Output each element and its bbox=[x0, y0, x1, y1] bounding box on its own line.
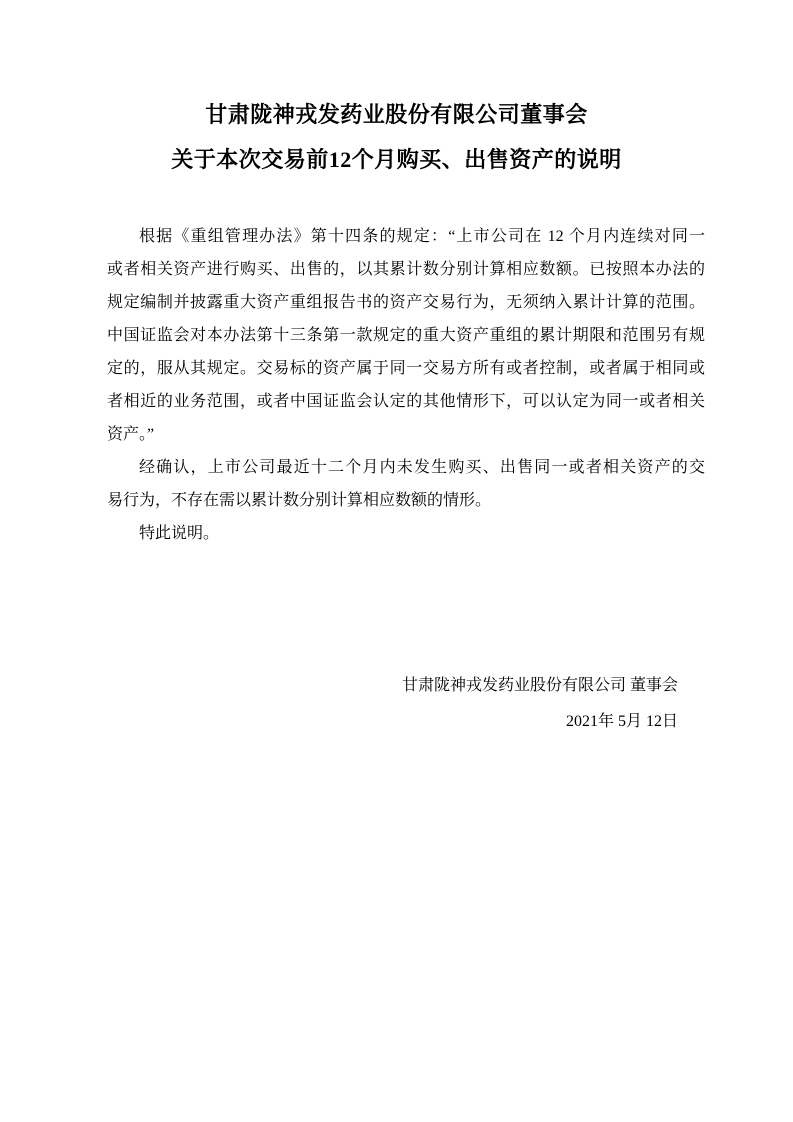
paragraph-2-line-2: 易行为，不存在需以累计数分别计算相应数额的情形。 bbox=[107, 492, 492, 509]
paragraph-3-line-1: 特此说明。 bbox=[139, 525, 220, 542]
paragraph-1-line-5: 定的，服从其规定。交易标的资产属于同一交易方所有或者控制，或者属于相同或 bbox=[107, 360, 705, 377]
doc-title: 甘肃陇神戎发药业股份有限公司董事会 bbox=[205, 102, 588, 127]
paragraph-1-line-1: 根据《重组管理办法》第十四条的规定：“上市公司在 12 个月内连续对同一 bbox=[139, 228, 705, 245]
title-block bbox=[0, 92, 793, 182]
doc-subtitle: 关于本次交易前12个月购买、出售资产的说明 bbox=[171, 147, 622, 172]
signature-block bbox=[107, 668, 705, 740]
paragraph-1-line-2: 或者相关资产进行购买、出售的，以其累计数分别计算相应数额。已按照本办法的 bbox=[107, 261, 705, 278]
paragraph-1-line-4: 中国证监会对本办法第十三条第一款规定的重大资产重组的累计期限和范围另有规 bbox=[107, 327, 705, 344]
paragraph-1-line-3: 规定编制并披露重大资产重组报告书的资产交易行为，无须纳入累计计算的范围。 bbox=[107, 294, 705, 311]
signature-company: 甘肃陇神戎发药业股份有限公司 董事会 bbox=[401, 677, 678, 694]
body-text bbox=[107, 220, 705, 550]
paragraph-2-line-1: 经确认，上市公司最近十二个月内未发生购买、出售同一或者相关资产的交 bbox=[139, 459, 705, 476]
paragraph-1-line-7: 资产。” bbox=[107, 426, 155, 443]
signature-date: 2021年 5月 12日 bbox=[565, 713, 678, 730]
paragraph-1-line-6: 者相近的业务范围，或者中国证监会认定的其他情形下，可以认定为同一或者相关 bbox=[107, 393, 705, 410]
